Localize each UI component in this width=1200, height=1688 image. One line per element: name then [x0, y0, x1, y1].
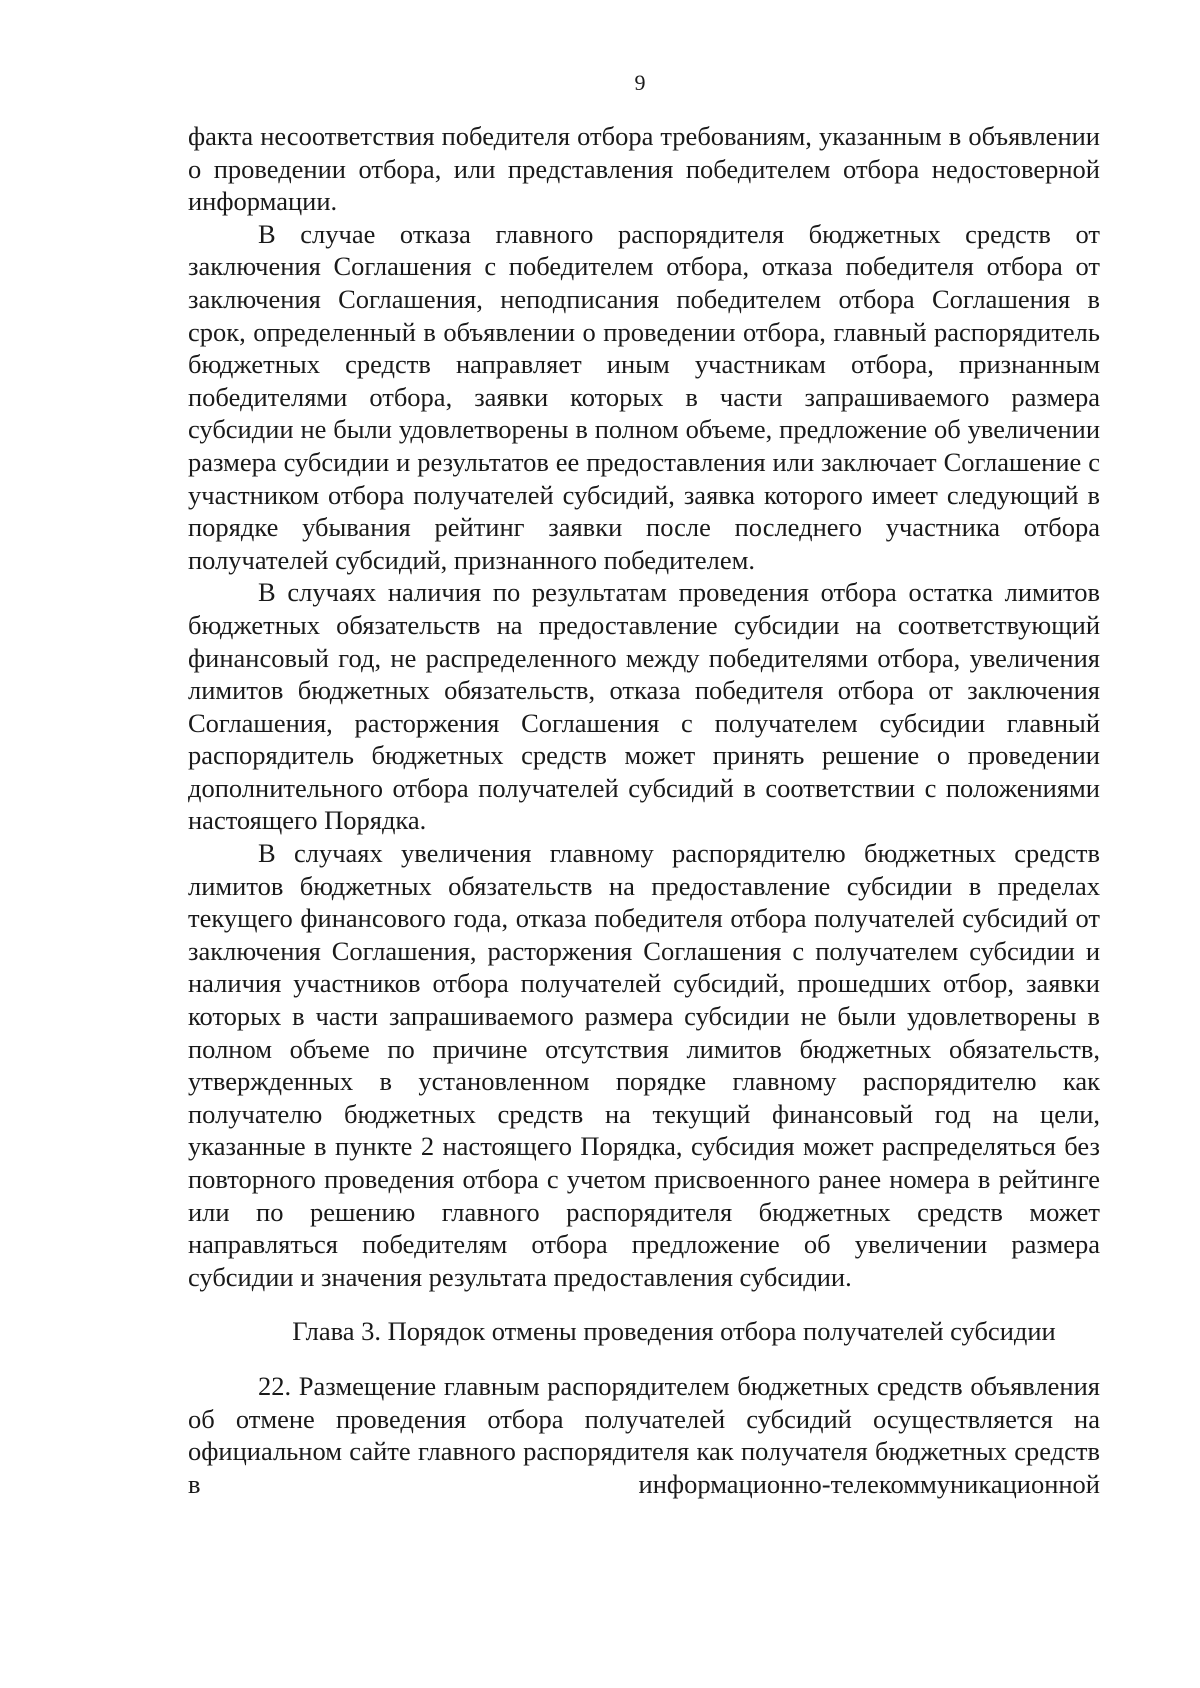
paragraph-additional-selection: В случаях наличия по результатам проведения отбора остатка лимитов бюджетных обязательств на предоставление субсидии на соответствующий финансовый год, не распределенного между победителями отбора, увеличения лимитов бюджетных обязательств, отказа победителя отбора от заключения Соглашения, расторжения Соглашения с получателем субсидии главный распорядитель бюджетных средств может принять решение о проведении дополнительного отбора получателей субсидий в соответствии с положениями настоящего Порядка. [188, 577, 1100, 836]
document-body [188, 120, 1100, 1500]
paragraph-limit-increase: В случаях увеличения главному распорядителю бюджетных средств лимитов бюджетных обязательств на предоставление субсидии в пределах текущего финансового года, отказа победителя отбора получателей субсидий от заключения Соглашения, расторжения Соглашения с получателем субсидии и наличия участников отбора получателей субсидий, прошедших отбор, заявки которых в части запрашиваемого размера субсидии не были удовлетворены в полном объеме по причине отсутствия лимитов бюджетных обязательств, утвержденных в установленном порядке главному распорядителю как получателю бюджетных средств на текущий финансовый год на цели, указанные в пункте 2 настоящего Порядка, субсидия может распределяться без повторного проведения отбора с учетом присвоенного ранее номера в рейтинге или по решению главного распорядителя бюджетных средств может направляться победителям отбора предложение об увеличении размера субсидии и значения результата предоставления субсидии. [188, 838, 1100, 1292]
paragraph-refusal-agreement: В случае отказа главного распорядителя бюджетных средств от заключения Соглашения с победителем отбора, отказа победителя отбора от заключения Соглашения, неподписания победителем отбора Соглашения в срок, определенный в объявлении о проведении отбора, главный распорядитель бюджетных средств направляет иным участникам отбора, признанным победителями отбора, заявки которых в части запрашиваемого размера субсидии не были удовлетворены в полном объеме, предложение об увеличении размера субсидии и результатов ее предоставления или заключает Соглашение с участником отбора получателей субсидий, заявка которого имеет следующий в порядке убывания рейтинг заявки после последнего участника отбора получателей субсидий, признанного победителем. [188, 218, 1100, 575]
chapter-heading: Глава 3. Порядок отмены проведения отбора получателей субсидии [292, 1316, 1056, 1347]
paragraph-continuation: факта несоответствия победителя отбора требованиям, указанным в объявлении о проведении отбора, или представления победителем отбора недостоверной информации. [188, 121, 1100, 217]
paragraph-22: 22. Размещение главным распорядителем бюджетных средств объявления об отмене проведения отбора получателей субсидий осуществляется на официальном сайте главного распорядителя как получателя бюджетных средств в информационно-телекоммуникационной [188, 1370, 1100, 1499]
page-number: 9 [634, 70, 646, 95]
